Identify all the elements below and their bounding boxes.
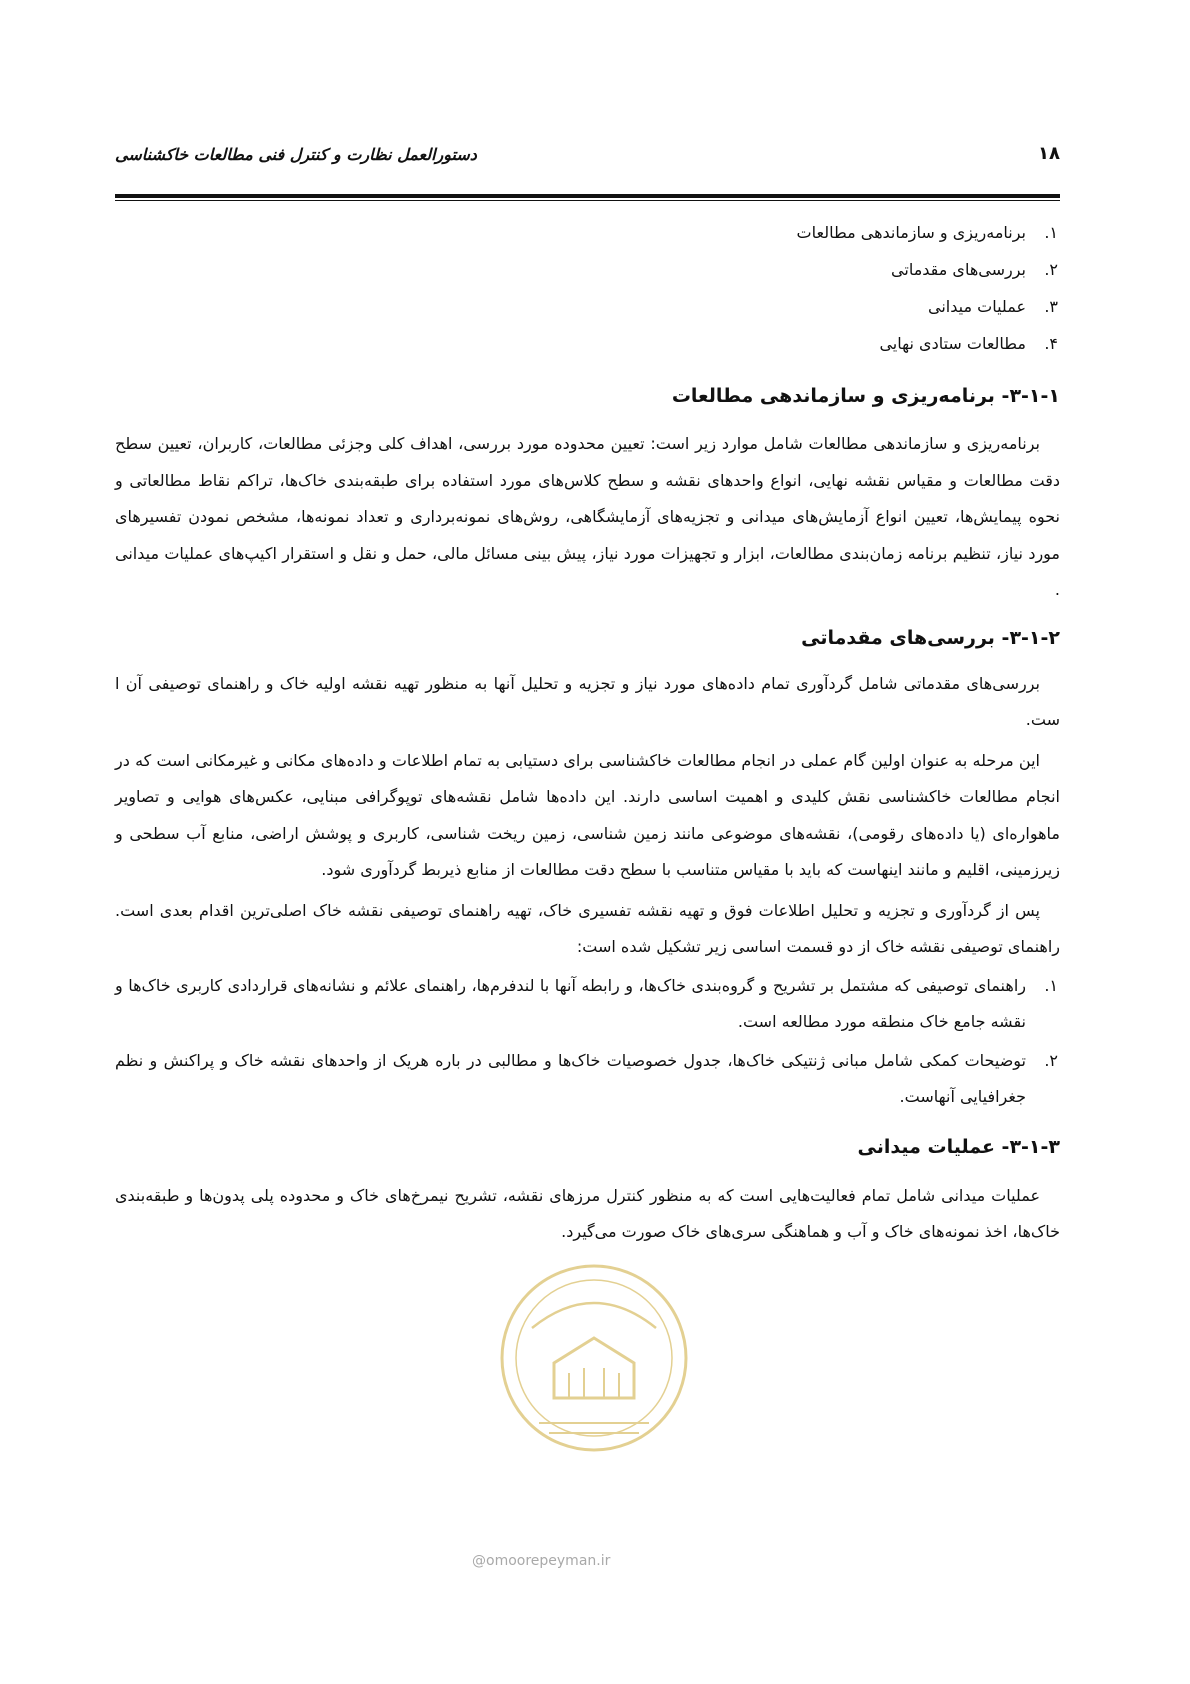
paragraph-fieldwork: عملیات میدانی شامل تمام فعالیت‌هایی است که به منظور کنترل مرزهای نقشه، تشریح نیمرخ‌های خاک و محدوده پلی پدون‌ها و طبقه‌بندی خاک‌ها، اخذ نمونه‌های خاک و آب و هماهنگی سری‌های خاک صورت می‌گیرد.: [115, 1185, 1060, 1241]
toc-item-label: برنامه‌ریزی و سازماندهی مطالعات: [796, 223, 1026, 242]
toc-list: [115, 214, 1060, 362]
toc-item: [115, 251, 1060, 288]
page-header: [115, 143, 1060, 171]
section-heading-fieldwork: ۳-۱-۳- عملیات میدانی: [857, 1135, 1060, 1158]
header-rule-thick: [115, 194, 1060, 198]
toc-item-label: مطالعات ستادی نهایی: [879, 334, 1026, 353]
paragraph-preliminary-1: بررسی‌های مقدماتی شامل گردآوری تمام داده‌های مورد نیاز و تجزیه و تحلیل آنها به منظور تهیه نقشه اولیه خاک و راهنمای توصیفی آن ا ست.: [115, 673, 1060, 729]
page-number: ۱۸: [1038, 143, 1060, 164]
toc-item-number: ۳.: [1044, 297, 1058, 316]
toc-item-number: ۱.: [1044, 223, 1058, 242]
watermark-url-text: omoorepeyman.ir: [486, 1553, 611, 1569]
paragraph-preliminary-2: این مرحله به عنوان اولین گام عملی در انجام مطالعات خاکشناسی برای دستیابی به تمام اطلاعات و داده‌های مکانی و غیرمکانی است که در انجام مطالعات خاکشناسی نقش کلیدی و اهمیت اساسی دارند. این داده‌ها شامل نقشه‌های توپوگرافی مبنایی، عکس‌های هوایی و تصاویر ماهواره‌ای (یا داده‌های رقومی)، نقشه‌های موضوعی مانند زمین شناسی، زمین ریخت شناسی، کاربری و پوشش اراضی، منابع آب سطحی و زیرزمینی، اقلیم و مانند اینهاست که باید با مقیاس متناسب با سطح دقت مطالعات از منابع ذیربط گردآوری شود.: [115, 750, 1060, 879]
section-heading-preliminary: ۳-۱-۲- بررسی‌های مقدماتی: [801, 626, 1060, 649]
watermark-seal-icon: [494, 1258, 694, 1458]
at-icon: @: [472, 1553, 486, 1569]
paragraph-preliminary-3: پس از گردآوری و تجزیه و تحلیل اطلاعات فوق و تهیه نقشه تفسیری خاک، تهیه راهنمای توصیفی نقشه خاک اصلی‌ترین اقدام بعدی است. راهنمای توصیفی نقشه خاک از دو قسمت اساسی زیر تشکیل شده است:: [115, 900, 1060, 956]
description-parts-list: [115, 968, 1060, 1116]
toc-item-number: ۲.: [1044, 260, 1058, 279]
watermark-url: [472, 1553, 687, 1569]
running-title: دستورالعمل نظارت و کنترل فنی مطالعات خاکشناسی: [115, 145, 477, 164]
list-item: [115, 1043, 1060, 1116]
toc-item-label: بررسی‌های مقدماتی: [891, 260, 1026, 279]
list-item-text: راهنمای توصیفی که مشتمل بر تشریح و گروه‌بندی خاک‌ها، و رابطه آنها با لندفرم‌ها، راهنمای علائم و نشانه‌های قراردادی کاربری خاک‌ها و نقشه جامع خاک منطقه مورد مطالعه است.: [115, 975, 1026, 1031]
toc-item: [115, 214, 1060, 251]
header-rule-thin: [115, 200, 1060, 201]
list-item-number: ۲.: [1044, 1050, 1058, 1070]
list-item-number: ۱.: [1044, 975, 1058, 995]
toc-item: [115, 325, 1060, 362]
toc-item: [115, 288, 1060, 325]
paragraph-planning: برنامه‌ریزی و سازماندهی مطالعات شامل موارد زیر است: تعیین محدوده مورد بررسی، اهداف کلی وجزئی مطالعات، کاربران، تعیین سطح دقت مطالعات و مقیاس نقشه نهایی، انواع واحدهای نقشه و سطح کلاس‌های مورد استفاده برای طبقه‌بندی خاک‌ها، تراکم نقاط مطالعاتی و نحوه پیمایش‌ها، تعیین انواع آزمایش‌های میدانی و تجزیه‌های آزمایشگاهی، روش‌های نمونه‌برداری و تعداد نمونه‌ها، مشخص نمودن تفسیرهای مورد نیاز، تنظیم برنامه زمان‌بندی مطالعات، ابزار و تجهیزات مورد نیاز، پیش بینی مسائل مالی، حمل و نقل و استقرار اکیپ‌های عملیات میدانی .: [115, 434, 1060, 599]
toc-item-label: عملیات میدانی: [928, 297, 1026, 316]
list-item-text: توضیحات کمکی شامل مبانی ژنتیکی خاک‌ها، جدول خصوصیات خاک‌ها و مطالبی در باره هریک از واحدهای نقشه خاک و پراکنش و نظم جغرافیایی آنهاست.: [115, 1050, 1026, 1106]
page-content: [115, 210, 1060, 1251]
list-item: [115, 968, 1060, 1041]
toc-item-number: ۴.: [1044, 334, 1058, 353]
section-heading-planning: ۳-۱-۱- برنامه‌ریزی و سازماندهی مطالعات: [671, 385, 1060, 407]
